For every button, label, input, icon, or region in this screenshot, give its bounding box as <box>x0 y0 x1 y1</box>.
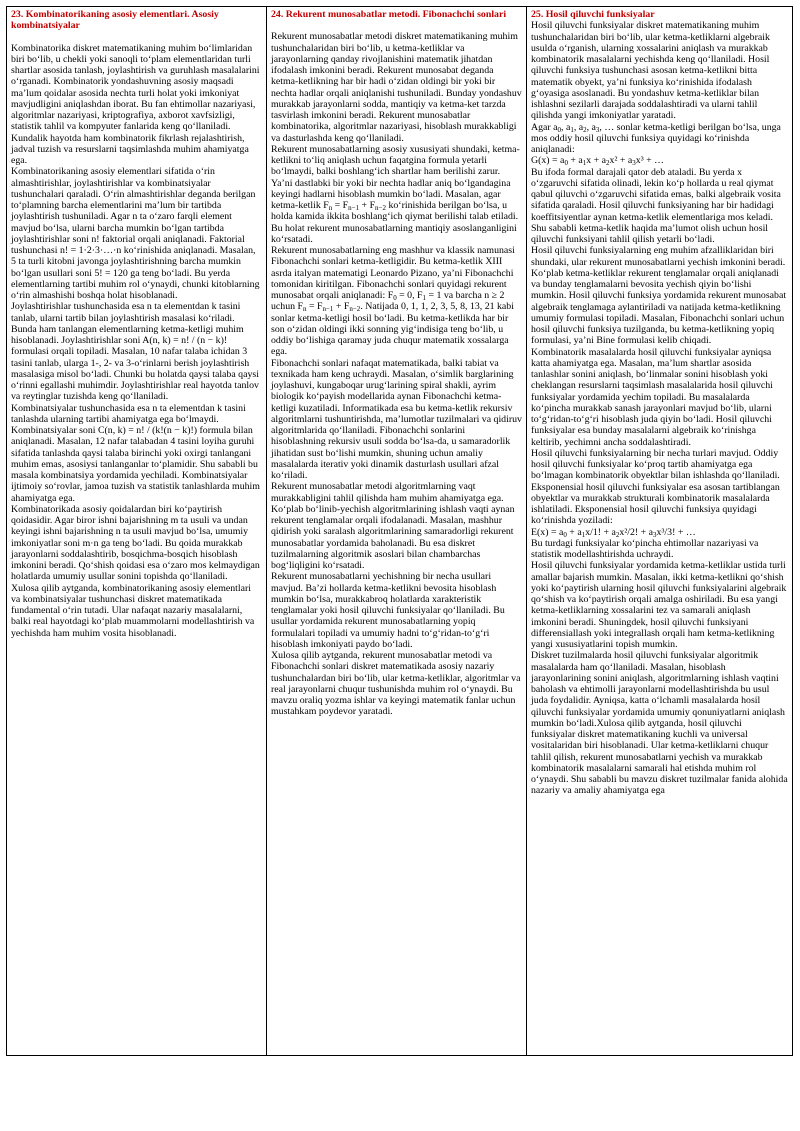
paragraph: Fibonachchi sonlari nafaqat matematikada, balki tabiat va texnikada ham keng uchraydi. Masalan, oʻsimlik barglarining joylashuvi, kungaboqar urugʻlarining spiral shakli, ayrim biologik koʻpayish modellarida aynan Fibonachchi ketma-ketligi kuzatiladi. Informatikada esa bu ketma-ketlik rekursiv algoritmlarni tushuntirishda, maʼlumotlar tuzilmalari va qidiruv algoritmlarida qoʻllaniladi. Fibonachchi sonlarini hisoblashning rekursiv usuli sodda boʻlsa-da, u samaradorlik jihatidan sust boʻlishi mumkin, shuning uchun amaliy masalalarda iterativ yoki dinamik dasturlash usullari afzal koʻriladi. <box>271 357 522 481</box>
paragraph: Bu ifoda formal darajali qator deb ataladi. Bu yerda x oʻzgaruvchi sifatida olinadi, lekin koʻp hollarda u real qiymat qabul qiluvchi oʻzgaruvchi sifatida emas, balki algebraik vosita sifatida qaraladi. Hosil qiluvchi funksiyaning har bir hadidagi koeffitsiyentlar aynan ketma-ketlik elementlariga mos keladi. Shu sababli ketma-ketlik haqida maʼlumot olish uchun hosil qiluvchi funksiyani tahlil qilish yetarli boʻladi. <box>531 166 781 245</box>
paragraph: Bu turdagi funksiyalar koʻpincha ehtimollar nazariyasi va statistik modellashtirishda uchraydi. <box>531 537 759 560</box>
paragraph: Rekurent munosabatlarning asosiy xususiyati shundaki, ketma-ketlikni toʻliq aniqlash uchun faqatgina formula yetarli boʻlmaydi, balki boshlangʻich shartlar ham berilishi zarur. Yaʼni dastlabki bir yoki bir nechta hadlar aniq boʻlgandagina keyingi hadlarni hisoblash mumkin boʻladi. Masalan, agar ketma-ketlik $F_n = F_{n-1} + F_{n-2}$ koʻrinishida berilgan boʻlsa, u holda kamida ikkita boshlangʻich qiymat berilishi talab etiladi. Bu holat rekurent munosabatlarning mantiqiy asoslanganligini koʻrsatadi. <box>271 143 520 245</box>
formula-ordinary-generating-function: $G(x) = a_0 + a_1x + a_2x^2 + a_3x^3$ + … <box>531 155 664 168</box>
section-title: 23. Kombinatorikaning asosiy elementlari. Asosiy kombinatsiyalar <box>11 9 219 32</box>
section-title: 25. Hosil qiluvchi funksiyalar <box>531 9 655 20</box>
column-recurrence <box>266 7 526 1055</box>
three-column-table <box>6 6 793 1056</box>
paragraph: Rekurent munosabatlarning eng mashhur va klassik namunasi Fibonachchi sonlari ketma-ketligidir. Bu ketma-ketlik XIII asrda italyan matematigi Leonardo Pizano, yaʼni Fibonachchi tomonidan kiritilgan. Fibonachchi sonlari quyidagi rekurent munosabat orqali aniqlanadi: $F_0 = 0$, $F_1 = 1$ va barcha n ≥ 2 uchun $F_n = F_{n-1} + F_{n-2}$. Natijada 0, 1, 1, 2, 3, 5, 8, 13, 21 kabi sonlar ketma-ketligi hosil boʻladi. Bu ketma-ketlikda har bir son oʻzidan oldingi ikki sonning yigʻindisiga teng boʻlib, u oddiy boʻlishiga qaramay juda chuqur matematik xossalarga ega. <box>271 245 515 358</box>
paragraph: Rekurent munosabatlarni yechishning bir necha usullari mavjud. Baʼzi hollarda ketma-ketlikni bevosita hisoblash mumkin boʻlsa, murakkabroq holatlarda xarakteristik tenglamalar yoki hosil qiluvchi funksiyalar qoʻllaniladi. Bu usullar yordamida rekurent munosabatlarning yopiq formulalari topiladi va umumiy hadni toʻgʻridan-toʻgʻri hisoblash imkoniyati paydo boʻladi. <box>271 571 505 650</box>
paragraph: Kombinatorikaning asosiy elementlari sifatida oʻrin almashtirishlar, joylashtirishlar va kombinatsiyalar tushunchalari qaraladi. Oʻrin almashtirishlar deganda berilgan toʻplamning barcha elementlarini maʼlum bir tartibda joylashtirish tushuniladi. Agar n ta oʻzaro farqli element mavjud boʻlsa, ularni barcha mumkin boʻlgan tartibda joylashtirishlar soni n! faktorial orqali aniqlanadi. Faktorial tushunchasi n! = 1·2·3·…·n koʻrinishida aniqlanadi. Masalan, 5 ta turli kitobni javonga joylashtirishning barcha mumkin boʻlgan usullari soni 5! = 120 ga teng boʻladi. Bu yerda elementlarning tartibi muhim rol oʻynaydi, chunki kitoblarning oʻrin almashishi boshqa holat hisoblanadi. <box>11 166 260 301</box>
paragraph: Kombinatorika diskret matematikaning muhim boʻlimlaridan biri boʻlib, u chekli yoki sanoqli toʻplam elementlaridan turli shartlar asosida tanlash, joylashtirish va guruhlash masalalarini oʻrganadi. Kombinatorik yondashuvning asosiy maqsadi maʼlum qoidalar asosida nechta turli holat yoki imkoniyat mavjudligini aniqlashdan iborat. Bu fan ehtimollar nazariyasi, algoritmlar nazariyasi, kriptografiya, axborot xavfsizligi, statistik tahlil va kompyuter fanlarida keng qoʻllaniladi. Kundalik hayotda ham kombinatorik fikrlash rejalashtirish, jadval tuzish va resurslarni taqsimlashda muhim ahamiyatga ega. <box>11 42 260 166</box>
paragraph: Rekurent munosabatlar metodi diskret matematikaning muhim tushunchalaridan biri boʻlib, u ketma-ketliklar va jarayonlarning qanday rivojlanishini matematik jihatdan ifodalash imkonini beradi. Rekurent munosabat deganda ketma-ketlikning har bir hadi oʻzidan oldingi bir yoki bir nechta hadlar orqali aniqlanishi tushuniladi. Bunday yondashuv murakkab jarayonlarni sodda, mantiqiy va ketma-ket tarzda tasvirlash imkonini beradi. Rekurent munosabatlar kombinatorika, algoritmlar nazariyasi, hisoblash murakkabligi va dasturlashda keng qoʻllaniladi. <box>271 31 522 144</box>
section-title: 24. Rekurent munosabatlar metodi. Fibonachchi sonlari <box>271 9 507 20</box>
formula-exponential-generating-function: $E(x) = a_0 + a_1x/1$! + $a_2x^2/2$! + $a_3x^3/3$! + … <box>531 526 696 539</box>
paragraph: Xulosa qilib aytganda, kombinatorikaning asosiy elementlari va kombinatsiyalar tushunchasi diskret matematikada fundamental oʻrin tutadi. Ular nafaqat nazariy masalalarni, balki real hayotdagi koʻplab muammolarni modellashtirish va yechishda ham muhim vosita hisoblanadi. <box>11 582 255 639</box>
paragraph: Kombinatorikada asosiy qoidalardan biri koʻpaytirish qoidasidir. Agar biror ishni bajarishning m ta usuli va undan keyingi ishni bajarishning n ta usuli mavjud boʻlsa, umumiy imkoniyatlar soni m·n ga teng boʻladi. Bu qoida murakkab jarayonlarni soddalashtirib, bosqichma-bosqich hisoblash imkonini beradi. Qoʻshish qoidasi esa oʻzaro mos kelmaydigan holatlarda umumiy usullar sonini topishda qoʻllaniladi. <box>11 503 260 583</box>
paragraph: Hosil qiluvchi funksiyalarning bir necha turlari mavjud. Oddiy hosil qiluvchi funksiyalar koʻproq tartib ahamiyatga ega boʻlmagan kombinatorik obyektlar bilan ishlashda qoʻllaniladi. Eksponensial hosil qiluvchi funksiyalar esa asosan tartiblangan obyektlar va murakkab strukturali kombinatorik masalalarda ishlatiladi. Eksponensial hosil qiluvchi funksiya quyidagi koʻrinishda yoziladi: <box>531 447 780 527</box>
paragraph: Rekurent munosabatlar metodi algoritmlarning vaqt murakkabligini tahlil qilishda ham muhim ahamiyatga ega. Koʻplab boʻlinib-yechish algoritmlarining ishlash vaqti aynan rekurent tenglamalar orqali ifodalanadi. Masalan, mashhur qidirish yoki saralash algoritmlarining samaradorligi rekurent munosabatlar yordamida baholanadi. Bu esa diskret tuzilmalarning algoritmik asoslari bilan chambarchas bogʻliqligini koʻrsatadi. <box>271 481 515 571</box>
paragraph: Diskret tuzilmalarda hosil qiluvchi funksiyalar algoritmik masalalarda ham qoʻllaniladi. Masalan, hisoblash jarayonlarining sonini aniqlash, algoritmlarning ishlash vaqtini baholash va ehtimolli jarayonlarni modellashtirishda bu usul juda foydalidir. Ayniqsa, katta oʻlchamli masalalarda hosil qiluvchi funksiyalar yordamida umumiy qonuniyatlarni aniqlash mumkin boʻladi.Xulosa qilib aytganda, hosil qiluvchi funksiyalar diskret matematikaning kuchli va universal vositalaridan biri hisoblanadi. Ular ketma-ketliklarni chuqur tahlil qilish, rekurent munosabatlarni yechish va murakkab kombinatorik masalalarni samarali hal etishda muhim rol oʻynaydi. Shu sababli bu mavzu diskret tuzilmalar fanida alohida nazariy va amaliy ahamiyatga ega <box>531 650 788 797</box>
column-generating-functions <box>526 7 792 1055</box>
paragraph: Agar $a_0$, $a_1$, $a_2$, $a_3$, … sonlar ketma-ketligi berilgan boʻlsa, unga mos oddiy hosil qiluvchi funksiya quyidagi koʻrinishda aniqlanadi: <box>531 121 781 155</box>
paragraph: Kombinatsiyalar tushunchasida esa n ta elementdan k tasini tanlashda ularning tartibi ahamiyatga ega boʻlmaydi. Kombinatsiyalar soni C(n, k) = n! / (k!(n − k)!) formula bilan aniqlanadi. Masalan, 12 nafar talabadan 4 tasini loyiha guruhi sifatida tanlashda qaysi talaba birinchi yoki oxirgi tanlangani muhim emas, asosiysi tanlanganlar toʻplamidir. Shu sababli bu masala kombinatsiya yordamida yechiladi. Kombinatsiyalar ijtimoiy soʻrovlar, jamoa tuzish va statistik tanlashlarda muhim ahamiyatga ega. <box>11 402 260 504</box>
paragraph: Joylashtirishlar tushunchasida esa n ta elementdan k tasini tanlab, ularni tartib bilan joylashtirish masalasi koʻriladi. Bunda ham tanlangan elementlarning ketma-ketligi muhim hisoblanadi. Joylashtirishlar soni A(n, k) = n! / (n − k)! formulasi orqali topiladi. Masalan, 10 nafar talaba ichidan 3 tasini tanlab, ularga 1-, 2- va 3-oʻrinlarni berish joylashtirish masalasiga misol boʻladi. Chunki bu holatda qaysi talaba qaysi oʻrinni egallashi muhimdir. Joylashtirishlar real hayotda tanlov va reytinglar tuzishda keng qoʻllaniladi. <box>11 301 259 403</box>
paragraph: Hosil qiluvchi funksiyalar diskret matematikaning muhim tushunchalaridan biri boʻlib, ular ketma-ketliklarni algebraik usulda oʻrganish, ularning xossalarini aniqlash va murakkab kombinatorik masalalarni yechishda keng qoʻllaniladi. Hosil qiluvchi funksiya tushunchasi asosan ketma-ketlikni bitta matematik obyekt, yaʼni funksiya koʻrinishida ifodalash gʻoyasiga asoslanadi. Bu yondashuv ketma-ketliklar bilan ishlashni sezilarli darajada soddalashtiradi va ularni tahlil qilishda yangi imkoniyatlar yaratadi. <box>531 20 770 122</box>
column-combinatorics <box>7 7 266 1055</box>
paragraph: Hosil qiluvchi funksiyalar yordamida ketma-ketliklar ustida turli amallar bajarish mumkin. Masalan, ikki ketma-ketlikni qoʻshish yoki koʻpaytirish ularning hosil qiluvchi funksiyalarini algebraik qoʻshish va koʻpaytirish orqali amalga oshiriladi. Bu esa yangi ketma-ketliklarning xossalarini tez va samarali aniqlash imkonini beradi. Shuningdek, hosil qiluvchi funksiyani differensiallash yoki integrallash orqali ham ketma-ketlikning yangi xususiyatlarini topish mumkin. <box>531 560 787 650</box>
paragraph: Xulosa qilib aytganda, rekurent munosabatlar metodi va Fibonachchi sonlari diskret matematikada asosiy nazariy tushunchalardan biri boʻlib, ular ketma-ketliklar, algoritmlar va real jarayonlarni chuqur tushunishda muhim rol oʻynaydi. Bu mavzu oraliq yozma ishlar va keyingi matematik fanlar uchun mustahkam poydevor yaratadi. <box>271 650 521 718</box>
paragraph: Hosil qiluvchi funksiyalarning eng muhim afzalliklaridan biri shundaki, ular rekurent munosabatlarni yechish imkonini beradi. Koʻplab ketma-ketliklar rekurent tenglamalar orqali aniqlanadi va bunday tenglamalarni bevosita yechish qiyin boʻlishi mumkin. Hosil qiluvchi funksiya yordamida rekurent munosabat algebraik tenglamaga aylantiriladi va natijada ketma-ketlikning umumiy formulasi topiladi. Masalan, Fibonachchi sonlari uchun hosil qiluvchi funksiya tuzilganda, bu ketma-ketlikning yopiq formulasi, yaʼni Bine formulasi kelib chiqadi. <box>531 245 787 347</box>
paragraph: Kombinatorik masalalarda hosil qiluvchi funksiyalar ayniqsa katta ahamiyatga ega. Masalan, maʼlum shartlar asosida tanlashlar sonini aniqlash, boʻlinmalar sonini hisoblash yoki cheklangan resurslarni taqsimlash masalalarida hosil qiluvchi funksiyalar yordamida yechim topiladi. Bu masalalarda koʻpincha murakkab sanash jarayonlari mavjud boʻlib, ularni toʻgʻridan-toʻgʻri hisoblash juda qiyin boʻladi. Hosil qiluvchi funksiyalar esa bunday masalalarni algebraik koʻrinishga keltirib, yechimni ancha soddalashtiradi. <box>531 346 773 448</box>
